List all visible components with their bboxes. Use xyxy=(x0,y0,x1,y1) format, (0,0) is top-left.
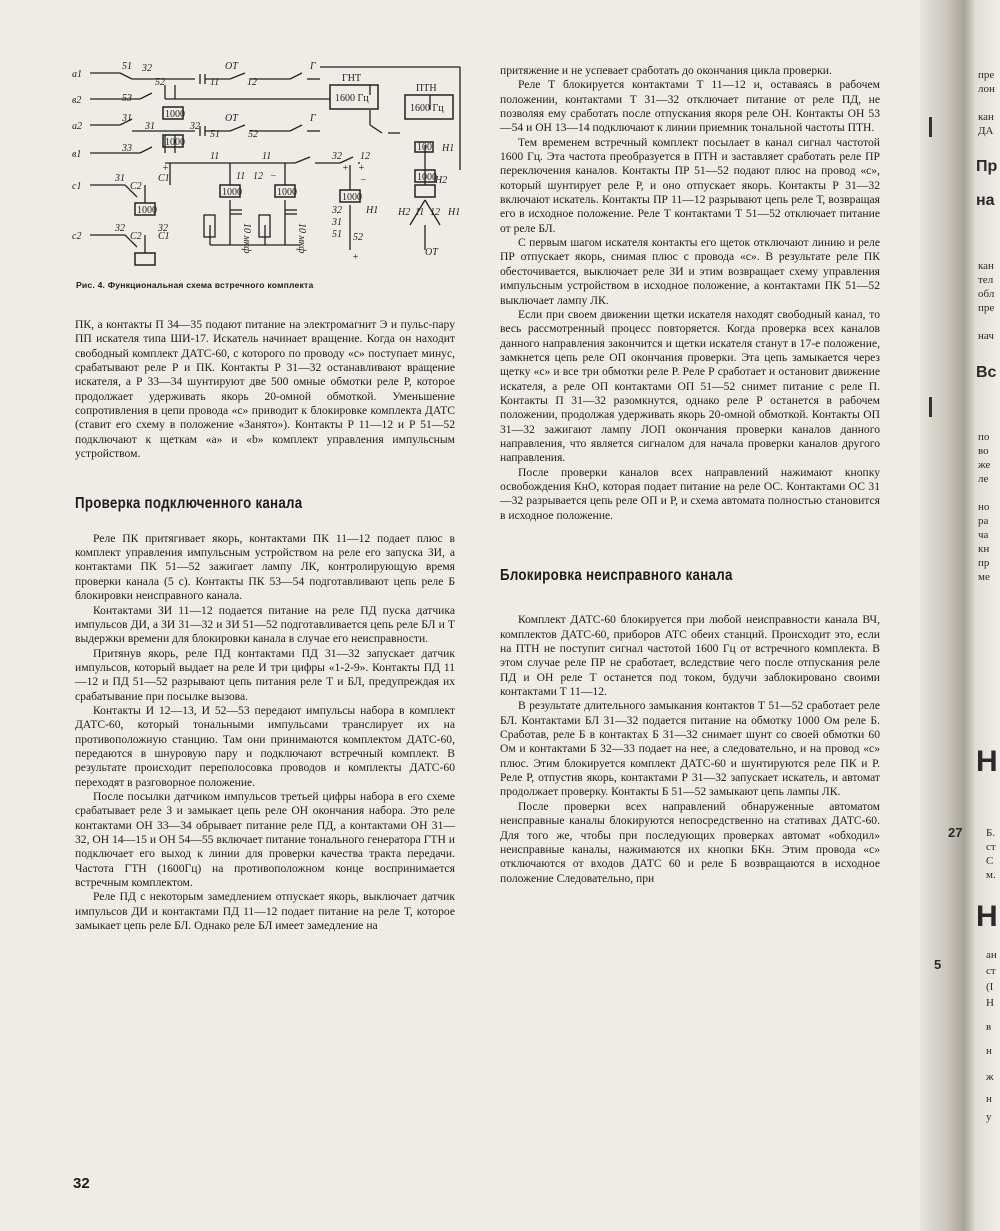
contact-label: 32 xyxy=(332,151,342,162)
circuit-label-ot-relay: 1000 xyxy=(165,109,185,120)
polarity-label: + xyxy=(352,252,359,263)
circuit-line-a2: a2 xyxy=(72,121,82,132)
next-page-fragment: же xyxy=(978,459,991,471)
circuit-label-g-relay: 1000 xyxy=(342,192,362,203)
contact-label: Н2 xyxy=(435,175,448,186)
contact-label: 12 xyxy=(247,77,257,88)
margin-mark xyxy=(929,117,932,137)
contact-label: 51 xyxy=(332,229,342,240)
contact-label: 51 xyxy=(122,61,132,72)
next-page-fragment: н xyxy=(986,1045,992,1057)
next-page-fragment: в xyxy=(986,1021,992,1033)
circuit-label-ptn-freq: 1600 Гц xyxy=(410,103,444,114)
circuit-line-c1: c1 xyxy=(72,181,82,192)
circuit-diagram xyxy=(70,55,470,270)
polarity-label: − xyxy=(360,175,367,186)
contact-label: 52 xyxy=(155,77,165,88)
next-page-fragment: Н xyxy=(986,997,994,1009)
circuit-line-v1: в1 xyxy=(72,149,82,160)
paragraph: После проверки всех направлений обнаруженные автоматом неисправные каналы блокируются непосредственно на стативах ДАТС-60. Для того же, чтобы при последующих проверках автомат «обходил» неисправные каналы, нажимаются их кнопки БКн. Этим провода «с» отключаются от входов ДАТС 60 и реле Б возвращаются в исходное положение Следовательно, при xyxy=(500,799,880,885)
contact-label: 32 xyxy=(332,205,342,216)
next-page-fragment: обл xyxy=(978,288,995,300)
contact-label: 32 xyxy=(190,121,200,132)
contact-label: С1 xyxy=(158,231,170,242)
next-page-fragment: по xyxy=(978,431,990,443)
contact-label: 12 xyxy=(360,151,370,162)
circuit-line-a1: a1 xyxy=(72,69,82,80)
next-page-fragment: (I xyxy=(986,981,994,993)
circuit-label-c1-box: 1000 xyxy=(137,205,157,216)
capacitor-label: 10 мкф xyxy=(296,223,307,254)
circuit-line-v2: в2 xyxy=(72,95,82,106)
next-page-fragment: пр xyxy=(978,557,990,569)
polarity-label: + xyxy=(162,163,169,174)
contact-label: Н1 xyxy=(442,143,455,154)
circuit-line-c2: c2 xyxy=(72,231,82,242)
circuit-label-ptn: ПТН xyxy=(416,83,437,94)
next-page-fragment: ДА xyxy=(978,125,994,137)
next-page-fragment: но xyxy=(978,501,990,513)
contact-label: 11 xyxy=(262,151,272,162)
next-page-fragment: у xyxy=(986,1111,992,1123)
paragraph: Реле Т блокируется контактами Т 11—12 и, оставаясь в рабочем положении, контактами Т 31—32 отключает питание от реле ПД, не позволяя ему сработать после отпускания якоря реле ОН. Контакты ОН 53—54 и ОН 13—14 подключают к линии приемник тональной частоты ПТН. xyxy=(500,78,880,135)
contact-label: 33 xyxy=(122,143,132,154)
contact-label: Н1 xyxy=(448,207,461,218)
capacitor-label: 10 мкф xyxy=(241,223,252,254)
circuit-label-relay-b: 1000 xyxy=(165,137,185,148)
paragraph: После посылки датчиком импульсов третьей цифры набора в его схеме срабатывает реле З и замыкает цепь реле ОН окончания набора. Это реле контактами ОН 33—34 обрывает питание реле ПД, а контактами ОН 31—32, ОН 14—15 и ОН 54—55 включает питание тонального генератора ГТН и подключает его выход к линии для проверки качества тракта передачи. Частота ГТН (1600Гц) на противоположном конце воспринимается встречным комплектом. xyxy=(75,789,455,890)
next-page-fragment: нач xyxy=(978,330,994,342)
next-page-fragment: ме xyxy=(978,571,990,583)
next-page-fragment: ра xyxy=(978,515,989,527)
paragraph: В результате длительного замыкания контактов Т 51—52 сработает реле БЛ. Контактами БЛ 31—32 подается питание на обмотку 1000 Ом реле Б. Сработав, реле Б в контактах Б 31—32 снимает шунт со своей обмотки 60 Ом и контактами Б 32—33 подает на нее, а следовательно, и на провод «с» плюс. Этим блокируется комплект ДАТС-60 и шунтируются реле ПК и Р. Реле Р, отпустив якорь, контактами Р 31—32 запускает искатель, и автомат продолжает проверку. Контакты Б 51—52 замыкают цепь лампы ЛК. xyxy=(500,699,880,799)
contact-label: 32 xyxy=(115,223,125,234)
left-continuation-paragraph: ПК, а контакты П 34—35 подают питание на электромагнит Э и пульс-пару ПП искателя типа ШИ-17. Искатель начинает вращение. Когда он находит свободный комплект ДАТС-60, с которого по проводу «с» поступает минус, срабатывают реле Р и ПК. Контакты Р 31—32 останавливают вращение искателя, а Р 33—34 шунтируют две 500 омные обмотки реле Р, которое продолжает удерживать якорь 20-омной обмоткой. Уменьшение сопротивления в цепи провода «с» приводит к блокировке комплекта ДАТС (ставит его схему в положение «Занято»). Контакты Р 11—12 и Р 51—52 подключают к щеткам «а» и «b» комплект управления импульсным устройством. xyxy=(75,318,455,461)
contact-label: Н2 xyxy=(398,207,411,218)
next-page-fragment: Н xyxy=(976,900,998,933)
paragraph: Контакты И 12—13, И 52—53 передают импульсы набора в комплект ДАТС-60, который тональными импульсами транслирует их на противоположную станцию. Там они принимаются комплектом ДАТС-60, передаются в шнуровую пару и подключают встречный комплект. В результате происходит переполосовка проводов и комплекты ДАТС-60 переходят в разговорное положение. xyxy=(75,703,455,789)
contact-label: 11 xyxy=(236,171,246,182)
next-page-fragment: Б. xyxy=(986,827,996,839)
contact-label: 32 xyxy=(158,223,168,234)
right-continuation-paragraph: притяжение и не успевает сработать до окончания цикла проверки. xyxy=(500,64,832,77)
contact-label: 11 xyxy=(210,151,220,162)
right-column xyxy=(500,64,880,886)
polarity-label: − xyxy=(270,171,277,182)
paragraph: После проверки каналов всех направлений нажимают кнопку освобождения КнО, которая подает питание на реле ОС. Контактами ОС 31—32 разрывается цепь реле ОП и Р, и схема автомата полностью становится в исходное положение. xyxy=(500,465,880,522)
next-page-number: 5 xyxy=(934,957,942,972)
circuit-label-gnt-freq: 1600 Гц xyxy=(335,93,369,104)
contact-label: 11 xyxy=(415,207,425,218)
contact-label: Г xyxy=(310,113,316,124)
paragraph: Реле ПК притягивает якорь, контактами ПК 11—12 подает плюс в комплект управления импульсным устройством на реле его запуска ЗИ, а контактами ПК 51—52 зажигает лампу ЛК, контролирующую время проверки канала (5 с). Контакты ПК 53—54 подготавливают цепь реле Б блокировки неисправного канала. xyxy=(75,531,455,603)
section-heading-block-channel: Блокировка неисправного канала xyxy=(500,567,733,584)
next-page-fragment: Н xyxy=(976,745,998,778)
next-page-fragment: ст xyxy=(986,965,996,977)
contact-label: 11 xyxy=(210,77,220,88)
next-page-fragment: кан xyxy=(978,260,994,272)
next-page-number: 27 xyxy=(948,825,963,840)
next-page-fragment: Пр xyxy=(976,158,998,175)
next-page-fragment: на xyxy=(976,192,995,209)
next-page-fragment: ж xyxy=(986,1071,994,1083)
paragraph: Если при своем движении щетки искателя находят свободный канал, то весь рассмотренный процесс повторяется. Когда проверка всех каналов данного направления закончится и щетки искателя станут в 17-е положение, замкнется цепь реле ОП окончания проверки. Эта цепь замыкается через щетку «с» и все три обмотки реле Р. Реле Р сработает и остановит движение искателя, а реле ОП контактами ОП 51—52 снимет питание с реле П. Контакты П 31—32 разомкнутся, однако реле Р останется в рабочем положении, продолжая удерживать якорь 20-омной обмоткой. Контакты ОП 31—32 зажигают лампу ЛОП окончания проверки каналов данного направления, что является сигналом для начала проверки каналов другого направления. xyxy=(500,307,880,465)
contact-label: С2 xyxy=(130,181,142,192)
contact-label: 12 xyxy=(430,207,440,218)
contact-label: Г xyxy=(310,61,316,72)
contact-label: 51 xyxy=(210,129,220,140)
next-page-fragment: н xyxy=(986,1093,992,1105)
next-page-fragment: С xyxy=(986,855,994,867)
paragraph: Тем временем встречный комплект посылает в канал сигнал частотой 1600 Гц. Эта частота преобразуется в ПТН и заставляет сработать реле ПР переключения каналов. Контакты ПР 51—52 подают плюс на провод «с», который шунтирует реле Р, и оно отпускает якорь. Контакты Р 31—32 включают искатель. Контакты ПР 11—12 разрывают цепь реле Т, возвращая его в исходное положение. Реле Т контактами Т 51—52 отключает питание от реле БЛ. xyxy=(500,135,880,235)
contact-label: Н1 xyxy=(366,205,379,216)
contact-label: 31 xyxy=(332,217,342,228)
polarity-label: + xyxy=(358,163,365,174)
next-page-fragment: пре xyxy=(978,69,995,81)
paragraph: С первым шагом искателя контакты его щеток отключают линию и реле ПР отпускает якорь, снимая плюс с провода «с». В результате реле ПК обесточивается, выключает реле ЗИ и этим возвращает схему управления импульсным устройством в исходное положение, а контактами ПК 51—52 выключает лампу ЛК. xyxy=(500,236,880,307)
next-page-fragment: м. xyxy=(986,869,996,881)
contact-label: 52 xyxy=(248,129,258,140)
next-page-fragment: Вс xyxy=(976,364,997,381)
next-page-fragment: ан xyxy=(986,949,997,961)
next-page-fragment: ст xyxy=(986,841,996,853)
circuit-label-gnt: ГНТ xyxy=(342,73,362,84)
polarity-label: + xyxy=(342,163,349,174)
contact-label: 32 xyxy=(142,63,152,74)
contact-label: ОТ xyxy=(225,113,238,124)
contact-label: 52 xyxy=(353,232,363,243)
contact-label: 53 xyxy=(122,93,132,104)
contact-label: 12 xyxy=(253,171,263,182)
circuit-label-c2-relay: 1000 xyxy=(277,187,297,198)
paragraph: Реле ПД с некоторым замедлением отпускает якорь, выключает датчик импульсов ДИ и контактами ПД 11—12 подает питание на реле Т, которое замыкает цепь реле БЛ. Однако реле БЛ имеет замедление на xyxy=(75,890,455,933)
next-page-fragment: кн xyxy=(978,543,990,555)
paragraph: Контактами ЗИ 11—12 подается питание на реле ПД пуска датчика импульсов ДИ, а ЗИ 31—32 и ЗИ 51—52 подготавливается цепь реле БЛ и Т выдержки времени для блокировки канала в случае его неисправности. xyxy=(75,603,455,646)
next-page-fragment: ча xyxy=(978,529,989,541)
contact-label: С1 xyxy=(158,173,170,184)
left-column xyxy=(75,318,455,933)
contact-label: 31 xyxy=(122,113,132,124)
margin-mark xyxy=(929,397,932,417)
paragraph: Притянув якорь, реле ПД контактами ПД 31—32 запускает датчик импульсов, который выдает на реле И три цифры «1-2-9». Контакты ПД 11—12 и ПД 51—52 разрывают цепь питания реле Т и БЛ, предупреждая их срабатывание при посылке вызова. xyxy=(75,646,455,703)
contact-label: 31 xyxy=(145,121,155,132)
next-page-fragment: кан xyxy=(978,111,994,123)
contact-label: ОТ xyxy=(425,247,438,258)
contact-label: ОТ xyxy=(225,61,238,72)
next-page-fragment: ле xyxy=(978,473,989,485)
page-number: 32 xyxy=(73,1175,90,1192)
circuit-label-h2-relay: 1000 xyxy=(417,172,437,183)
figure-caption: Рис. 4. Функциональная схема встречного комплекта xyxy=(76,280,314,290)
circuit-label-h1-relay: 100 xyxy=(417,142,432,153)
circuit-label-c1-relay: 1000 xyxy=(222,187,242,198)
section-heading-check-channel: Проверка подключенного канала xyxy=(75,495,303,513)
next-page-fragment: лон xyxy=(978,83,995,95)
contact-label: С2 xyxy=(130,231,142,242)
next-page-fragment: во xyxy=(978,445,989,457)
contact-label: 31 xyxy=(115,173,125,184)
next-page-fragment: тел xyxy=(978,274,994,286)
next-page-fragment: пре xyxy=(978,302,995,314)
paragraph: Комплект ДАТС-60 блокируется при любой неисправности канала ВЧ, комплектов ДАТС-60, приборов АТС обеих станций. Происходит это, если на ПТН не поступит сигнал частотой 1600 Гц от встречного комплекта. В этом случае реле ПР не сработает, вследствие чего после отпускания реле ПД и ОН реле Т останется под током, будучи заблокировано своими контактами Т 11—12. xyxy=(500,613,880,699)
